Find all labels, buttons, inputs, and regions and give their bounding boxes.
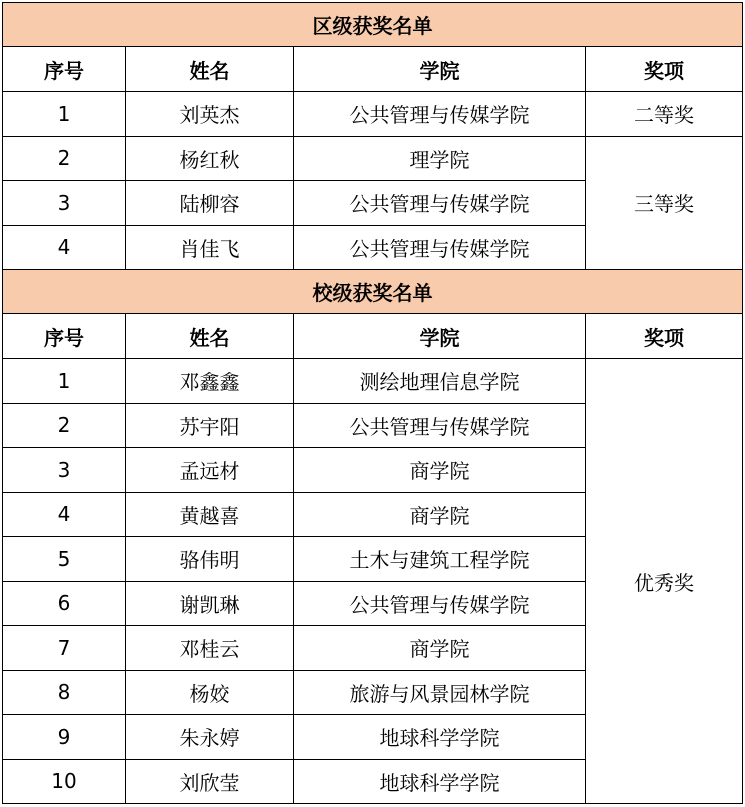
header-award: 奖项 xyxy=(586,47,743,92)
cell-college: 理学院 xyxy=(294,136,586,181)
header-name: 姓名 xyxy=(126,314,294,359)
cell-college: 旅游与风景园林学院 xyxy=(294,670,586,715)
cell-name: 陆柳容 xyxy=(126,181,294,226)
cell-college: 公共管理与传媒学院 xyxy=(294,225,586,270)
district-section-title: 区级获奖名单 xyxy=(3,3,743,47)
cell-no: 3 xyxy=(3,181,126,226)
cell-college: 商学院 xyxy=(294,492,586,537)
cell-college: 土木与建筑工程学院 xyxy=(294,537,586,582)
cell-name: 苏宇阳 xyxy=(126,403,294,448)
cell-no: 6 xyxy=(3,581,126,626)
header-college: 学院 xyxy=(294,47,586,92)
cell-college: 商学院 xyxy=(294,626,586,671)
cell-college: 商学院 xyxy=(294,448,586,493)
header-name: 姓名 xyxy=(126,47,294,92)
school-section-row xyxy=(3,270,743,314)
cell-no: 4 xyxy=(3,225,126,270)
cell-name: 邓鑫鑫 xyxy=(126,359,294,404)
cell-no: 1 xyxy=(3,359,126,404)
cell-no: 9 xyxy=(3,715,126,760)
cell-name: 邓桂云 xyxy=(126,626,294,671)
cell-college: 公共管理与传媒学院 xyxy=(294,403,586,448)
cell-name: 杨姣 xyxy=(126,670,294,715)
cell-name: 刘英杰 xyxy=(126,92,294,137)
district-header-row xyxy=(3,47,743,92)
table-row xyxy=(3,359,743,404)
cell-college: 公共管理与传媒学院 xyxy=(294,581,586,626)
header-no: 序号 xyxy=(3,314,126,359)
table-row xyxy=(3,92,743,137)
school-section-title: 校级获奖名单 xyxy=(3,270,743,314)
cell-no: 1 xyxy=(3,92,126,137)
cell-no: 7 xyxy=(3,626,126,671)
cell-award: 三等奖 xyxy=(586,136,743,270)
cell-college: 地球科学学院 xyxy=(294,715,586,760)
header-college: 学院 xyxy=(294,314,586,359)
cell-name: 杨红秋 xyxy=(126,136,294,181)
cell-no: 5 xyxy=(3,537,126,582)
header-no: 序号 xyxy=(3,47,126,92)
cell-college: 测绘地理信息学院 xyxy=(294,359,586,404)
cell-college: 地球科学学院 xyxy=(294,759,586,804)
district-section-row xyxy=(3,3,743,47)
cell-name: 肖佳飞 xyxy=(126,225,294,270)
school-header-row xyxy=(3,314,743,359)
cell-name: 谢凯琳 xyxy=(126,581,294,626)
cell-no: 8 xyxy=(3,670,126,715)
cell-no: 3 xyxy=(3,448,126,493)
cell-college: 公共管理与传媒学院 xyxy=(294,92,586,137)
cell-name: 孟远材 xyxy=(126,448,294,493)
cell-name: 骆伟明 xyxy=(126,537,294,582)
cell-no: 4 xyxy=(3,492,126,537)
cell-no: 2 xyxy=(3,136,126,181)
cell-award: 优秀奖 xyxy=(586,359,743,804)
award-list-table xyxy=(2,2,743,804)
cell-name: 黄越喜 xyxy=(126,492,294,537)
cell-name: 刘欣莹 xyxy=(126,759,294,804)
cell-no: 10 xyxy=(3,759,126,804)
cell-no: 2 xyxy=(3,403,126,448)
cell-college: 公共管理与传媒学院 xyxy=(294,181,586,226)
cell-name: 朱永婷 xyxy=(126,715,294,760)
cell-award: 二等奖 xyxy=(586,92,743,137)
header-award: 奖项 xyxy=(586,314,743,359)
table-row xyxy=(3,136,743,181)
